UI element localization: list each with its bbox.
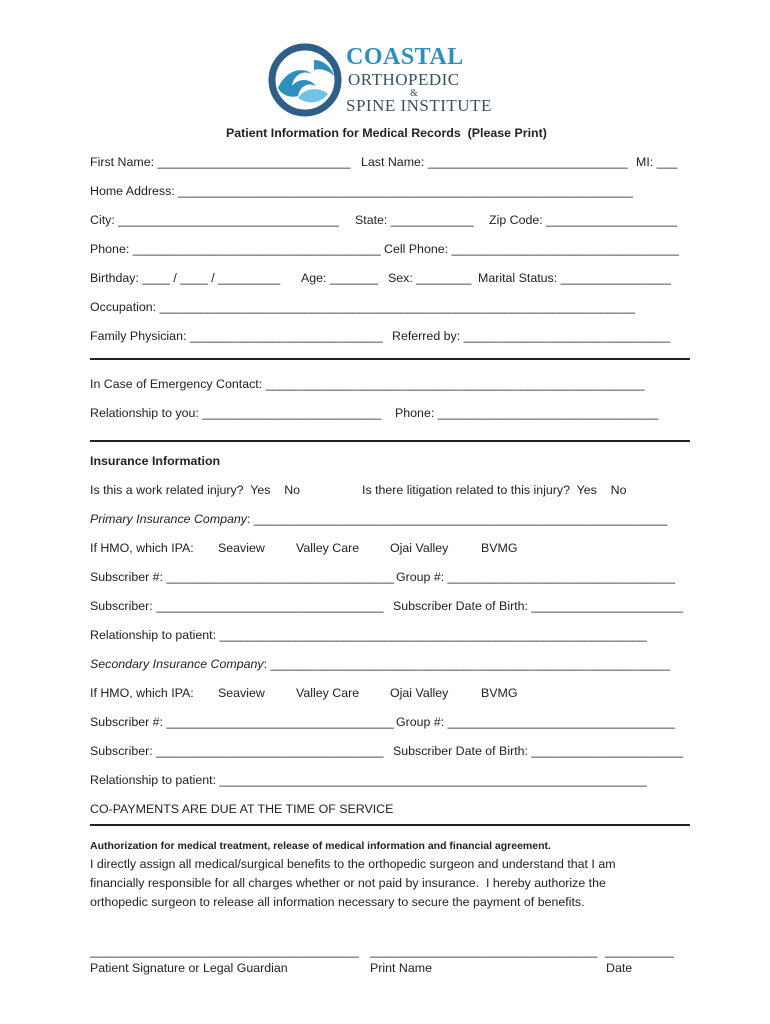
secondary-group-number-field[interactable]: Group #: _________________________________ [396, 715, 676, 729]
secondary-ipa-option[interactable]: BVMG [481, 686, 518, 700]
emergency-relationship-field[interactable]: Relationship to you: __________________________ [90, 406, 382, 420]
authorization-heading: Authorization for medical treatment, release of medical information and financial agreement. [90, 840, 551, 852]
zip-code-field[interactable]: Zip Code: ___________________ [489, 213, 678, 227]
print-name-line[interactable]: _________________________________ [370, 944, 598, 958]
secondary-ipa-option[interactable]: Seaview [218, 686, 265, 700]
marital-status-field[interactable]: Marital Status: ________________ [478, 271, 671, 285]
primary-subscriber-dob-field[interactable]: Subscriber Date of Birth: ______________________ [393, 599, 684, 613]
logo-text-spine: SPINE INSTITUTE [346, 96, 492, 115]
primary-ipa-option[interactable]: BVMG [481, 541, 518, 555]
authorization-text: financially responsible for all charges whether or not paid by insurance. I hereby authorize the [90, 876, 606, 890]
secondary-subscriber-number-field[interactable]: Subscriber #: _________________________________ [90, 715, 394, 729]
date-line[interactable]: __________ [605, 944, 674, 958]
secondary-subscriber-dob-field[interactable]: Subscriber Date of Birth: ______________________ [393, 744, 684, 758]
secondary-hmo-label: If HMO, which IPA: [90, 686, 194, 700]
family-physician-field[interactable]: Family Physician: ____________________________ [90, 329, 383, 343]
occupation-field[interactable]: Occupation: _____________________________________________________________________ [90, 300, 636, 314]
signature-line[interactable]: _______________________________________ [90, 944, 359, 958]
secondary-insurance-line: : __________________________________________________________ [263, 657, 671, 671]
logo-text-coastal: COASTAL [346, 44, 464, 70]
insurance-heading: Insurance Information [90, 454, 221, 468]
secondary-ipa-option[interactable]: Valley Care [296, 686, 360, 700]
primary-subscriber-number-field[interactable]: Subscriber #: _________________________________ [90, 570, 394, 584]
coastal-logo [268, 40, 493, 118]
litigation-question[interactable]: Is there litigation related to this injury? Yes No [362, 483, 627, 497]
secondary-insurance-label: Secondary Insurance Company [90, 657, 264, 671]
state-field[interactable]: State: ____________ [355, 213, 474, 227]
emergency-phone-field[interactable]: Phone: ________________________________ [395, 406, 659, 420]
wave-logo-icon [268, 40, 342, 118]
date-label: Date [606, 961, 633, 975]
referred-by-field[interactable]: Referred by: ______________________________ [392, 329, 671, 343]
first-name-field[interactable]: First Name: ____________________________ [90, 155, 351, 169]
primary-ipa-option[interactable]: Valley Care [296, 541, 360, 555]
secondary-insurance-field[interactable] [90, 657, 670, 672]
section-divider [90, 440, 690, 442]
copay-notice: CO-PAYMENTS ARE DUE AT THE TIME OF SERVICE [90, 802, 394, 816]
city-field[interactable]: City: ________________________________ [90, 213, 339, 227]
primary-insurance-label: Primary Insurance Company [90, 512, 248, 526]
section-divider [90, 824, 690, 826]
last-name-field[interactable]: Last Name: _____________________________ [361, 155, 628, 169]
sex-field[interactable]: Sex: ________ [388, 271, 472, 285]
primary-insurance-field[interactable] [90, 512, 667, 527]
cell-phone-field[interactable]: Cell Phone: _________________________________ [384, 242, 679, 256]
primary-group-number-field[interactable]: Group #: _________________________________ [396, 570, 676, 584]
primary-ipa-option[interactable]: Ojai Valley [390, 541, 449, 555]
home-address-field[interactable]: Home Address: __________________________________________________________________ [90, 184, 633, 198]
work-injury-question[interactable]: Is this a work related injury? Yes No [90, 483, 301, 497]
emergency-contact-field[interactable]: In Case of Emergency Contact: _______________________________________________________ [90, 377, 645, 391]
primary-hmo-label: If HMO, which IPA: [90, 541, 194, 555]
age-field[interactable]: Age: _______ [301, 271, 379, 285]
primary-subscriber-field[interactable]: Subscriber: _________________________________ [90, 599, 384, 613]
logo-text-ampersand: & [410, 88, 418, 99]
section-divider [90, 358, 690, 360]
secondary-subscriber-field[interactable]: Subscriber: _________________________________ [90, 744, 384, 758]
primary-ipa-option[interactable]: Seaview [218, 541, 265, 555]
logo-text-orthopedic: ORTHOPEDIC [348, 70, 460, 89]
print-name-label: Print Name [370, 961, 432, 975]
authorization-text: orthopedic surgeon to release all information necessary to secure the payment of benefits. [90, 895, 585, 909]
secondary-ipa-option[interactable]: Ojai Valley [390, 686, 449, 700]
primary-insurance-line: : ____________________________________________________________ [247, 512, 668, 526]
birthday-field[interactable]: Birthday: ____ / ____ / _________ [90, 271, 281, 285]
signature-label: Patient Signature or Legal Guardian [90, 961, 288, 975]
secondary-relationship-field[interactable]: Relationship to patient: ______________________________________________________________ [90, 773, 647, 787]
middle-initial-field[interactable]: MI: ___ [636, 155, 678, 169]
phone-field[interactable]: Phone: ____________________________________ [90, 242, 381, 256]
authorization-text: I directly assign all medical/surgical benefits to the orthopedic surgeon and understand that I am [90, 857, 616, 871]
form-title: Patient Information for Medical Records (Please Print) [226, 126, 547, 140]
primary-relationship-field[interactable]: Relationship to patient: ______________________________________________________________ [90, 628, 647, 642]
